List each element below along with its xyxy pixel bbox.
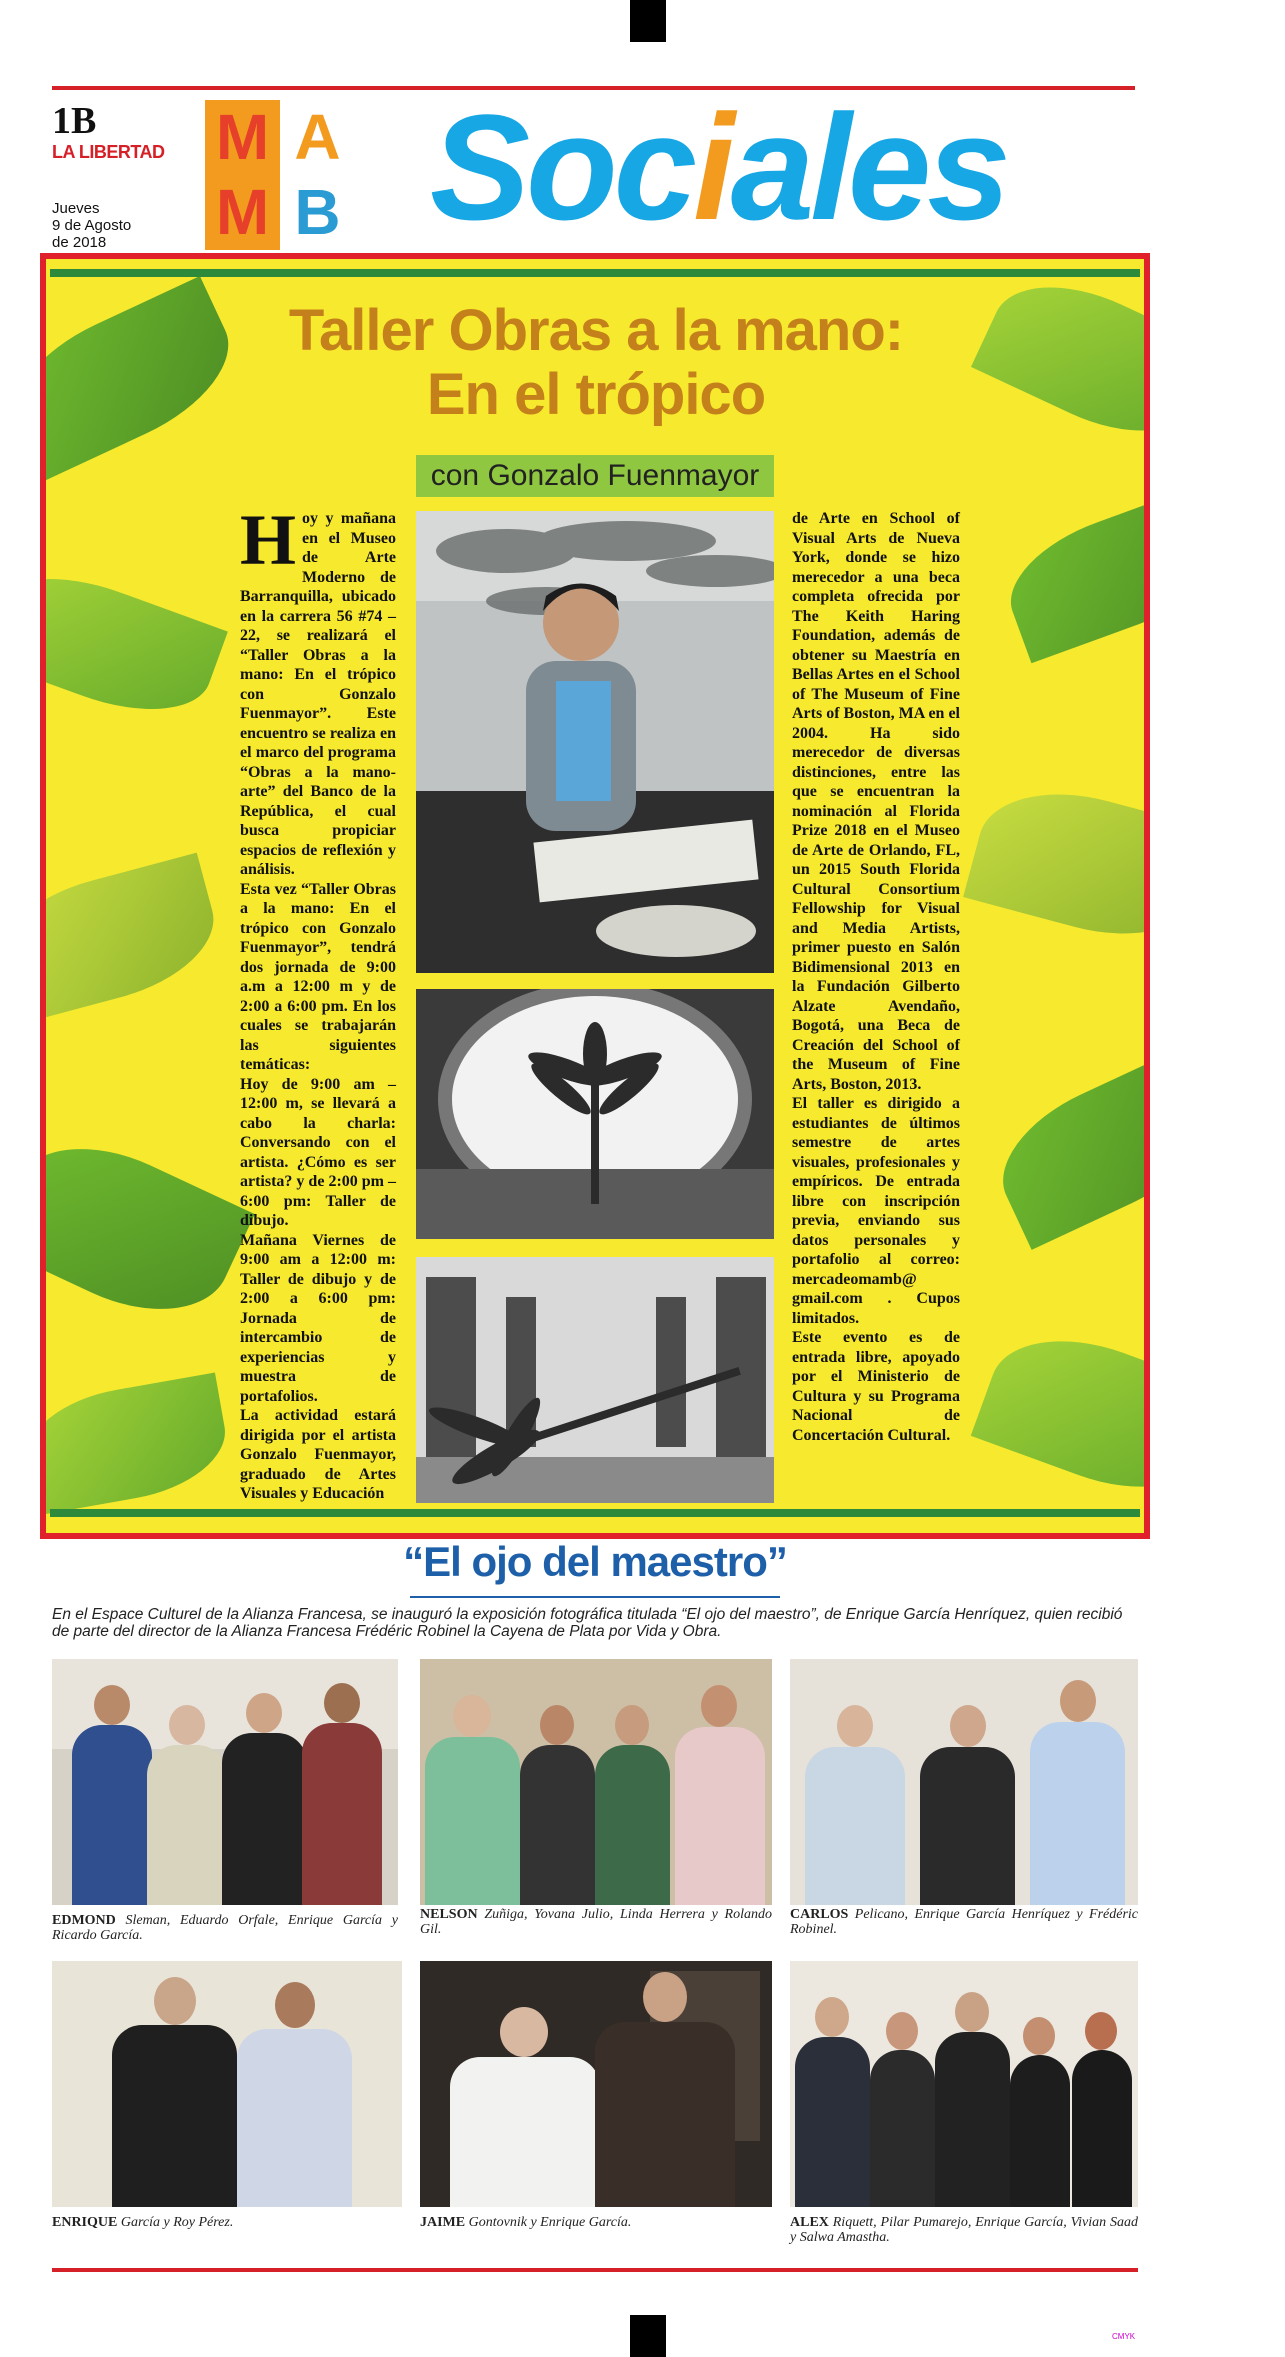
- person-figure: [675, 1685, 765, 1905]
- paragraph: Hoy de 9:00 am – 12:00 m, se llevará a cabo la charla: Conversando con el artista. ¿Cómo es ser artista? y de 2:00 pm – 6:00 pm: Taller de dibujo.: [240, 1075, 396, 1229]
- mamb-logo: [205, 100, 355, 250]
- person-figure: [237, 1982, 352, 2207]
- gallery-photo-3: [790, 1659, 1138, 1905]
- gallery-intro: En el Espace Culturel de la Alianza Francesa, se inauguró la exposición fotográfica titulada “El ojo del maestro”, de Enrique García Henríquez, quien recibió de parte del director de la Alianza Francesa Frédéric Robinel la Cayena de Plata por Vida y Obra.: [52, 1606, 1123, 1640]
- section-title: [430, 83, 1007, 251]
- palm-dome-photo: [416, 989, 774, 1239]
- section-title-accent: i: [693, 83, 731, 251]
- person-figure: [870, 2012, 935, 2207]
- person-figure: [1072, 2012, 1132, 2207]
- print-color-mark: CMYK: [1112, 2332, 1136, 2341]
- person-figure: [595, 1705, 670, 1905]
- gallery-photo-4: [52, 1961, 402, 2207]
- person-figure: [805, 1705, 905, 1905]
- gallery-photo-6: [790, 1961, 1138, 2207]
- person-figure: [1010, 2017, 1070, 2207]
- palm-leaf-decoration: [981, 1048, 1150, 1250]
- feature-headline: [226, 299, 966, 427]
- person-figure: [450, 2007, 600, 2207]
- paragraph: Mañana Viernes de 9:00 am a 12:00 m: Taller de dibujo y de 2:00 a 6:00 pm: Jornada de intercambio de experiencias y muestra de portafolios.: [240, 1231, 396, 1405]
- person-figure: [935, 1992, 1010, 2207]
- headline-line-1: Taller Obras a la mano:: [288, 298, 904, 363]
- feature-box: [40, 253, 1150, 1539]
- paragraph: La actividad estará dirigida por el artista Gonzalo Fuenmayor, graduado de Artes Visuales y Educación: [240, 1407, 396, 1502]
- section-title-suffix: ales: [730, 83, 1007, 251]
- palm-leaf-decoration: [40, 1372, 234, 1515]
- fallen-palm-interior-photo: [416, 1257, 774, 1503]
- person-figure: [920, 1705, 1015, 1905]
- palm-leaf-decoration: [963, 771, 1150, 956]
- palm-leaf-decoration: [994, 485, 1150, 664]
- logo-letter-m2: M: [205, 175, 280, 250]
- gallery-caption-4: ENRIQUE García y Roy Pérez.: [52, 2215, 234, 2230]
- date-line-3: de 2018: [52, 234, 107, 251]
- palm-leaf-decoration: [40, 853, 228, 1026]
- gallery-photo-1: [52, 1659, 398, 1905]
- palm-leaf-decoration: [971, 258, 1150, 460]
- gallery-title-rule: [410, 1596, 780, 1598]
- logo-letter-b: B: [280, 175, 355, 250]
- article-right-column: [792, 509, 960, 1445]
- drop-cap: H: [240, 500, 297, 580]
- section-title-prefix: Soc: [430, 83, 694, 251]
- paragraph: El taller es dirigido a estudiantes de últimos semestre de artes visuales, profesionales y empíricos. De entrada libre con inscripción previa, enviando sus datos personales y portafolio al correo: mercadeomamb@ gmail.com . Cupos limitados.: [792, 1095, 960, 1327]
- date-line-2: 9 de Agosto: [52, 217, 132, 234]
- logo-letter-a: A: [280, 100, 355, 175]
- palm-leaf-decoration: [40, 1117, 255, 1341]
- person-figure: [302, 1683, 382, 1905]
- palm-leaf-decoration: [971, 1314, 1150, 1515]
- person-figure: [595, 1972, 735, 2207]
- person-figure: [112, 1977, 237, 2207]
- person-figure: [1030, 1680, 1125, 1905]
- gallery-photo-2: [420, 1659, 772, 1905]
- gallery-caption-6: ALEX Riquett, Pilar Pumarejo, Enrique García, Vivian Saad y Salwa Amastha.: [790, 2215, 1138, 2245]
- gallery-photo-5: [420, 1961, 772, 2207]
- person-figure: [520, 1705, 595, 1905]
- gallery-caption-1: EDMOND Sleman, Eduardo Orfale, Enrique García y Ricardo García.: [52, 1913, 398, 1943]
- logo-letter-m1: M: [205, 100, 280, 175]
- person-figure: [795, 1997, 870, 2207]
- gallery-title: “El ojo del maestro”: [403, 1538, 787, 1585]
- registration-mark-bottom: [630, 2315, 666, 2357]
- person-figure: [222, 1693, 307, 1905]
- paragraph: de Arte en School of Visual Arts de Nueva York, donde se hizo merecedor a una beca completa ofrecida por The Keith Haring Foundation, además de obtener su Maestría en Bellas Artes en el School of The Museum of Fine Arts of Boston, MA en el 2004. Ha sido merecedor de diversas distinciones, entre las que se encuentran la nominación al Florida Prize 2018 en el Museo de Arte de Orlando, FL, un 2015 South Florida Cultural Consortium Fellowship for Visual and Media Artists, primer puesto en Salón Bidimensional 2013 en la Fundación Gilberto Alzate Avendaño, Bogotá, una Beca de Creación del School of the Museum of Fine Arts, Boston, 2013.: [792, 510, 960, 1093]
- person-figure: [147, 1705, 227, 1905]
- publication-date: [52, 200, 131, 251]
- footer-rule: [52, 2268, 1138, 2272]
- registration-mark-top: [630, 0, 666, 42]
- page-number: 1B: [52, 100, 97, 142]
- paragraph: Esta vez “Taller Obras a la mano: En el trópico con Gonzalo Fuenmayor”, tendrá dos jornada de 9:00 a.m a 12:00 m y de 2:00 a 6:00 pm. En los cuales se trabajarán las siguientes temáticas:: [240, 880, 396, 1073]
- article-left-column: [240, 500, 396, 1504]
- gallery-caption-2: NELSON Zuñiga, Yovana Julio, Linda Herrera y Rolando Gil.: [420, 1907, 772, 1937]
- gallery-caption-5: JAIME Gontovnik y Enrique García.: [420, 2215, 632, 2230]
- palm-leaf-decoration: [40, 276, 251, 482]
- feature-byline: con Gonzalo Fuenmayor: [416, 455, 774, 497]
- gallery-caption-3: CARLOS Pelicano, Enrique García Henríquez y Frédéric Robinel.: [790, 1907, 1138, 1937]
- newspaper-name: LA LIBERTAD: [52, 142, 165, 162]
- feature-bottom-bar: [50, 1509, 1140, 1517]
- date-line-1: Jueves: [52, 200, 100, 217]
- palm-leaf-decoration: [40, 553, 228, 735]
- paragraph: Hoy y mañana en el Museo de Arte Moderno de Barranquilla, ubicado en la carrera 56 #74 – 22, se realizará el “Taller Obras a la mano: En el trópico con Gonzalo Fuenmayor”. Este encuentro se realiza en el marco del programa “Obras a la mano- arte” del Banco de la República, el cual busca propiciar espacios de reflexión y análisis.: [240, 500, 396, 878]
- headline-line-2: En el trópico: [426, 362, 766, 427]
- person-figure: [425, 1695, 520, 1905]
- person-figure: [72, 1685, 152, 1905]
- artist-portrait-photo: [416, 511, 774, 973]
- paragraph: Este evento es de entrada libre, apoyado por el Ministerio de Cultura y su Programa Nacional de Concertación Cultural.: [792, 1329, 960, 1444]
- feature-top-bar: [50, 269, 1140, 277]
